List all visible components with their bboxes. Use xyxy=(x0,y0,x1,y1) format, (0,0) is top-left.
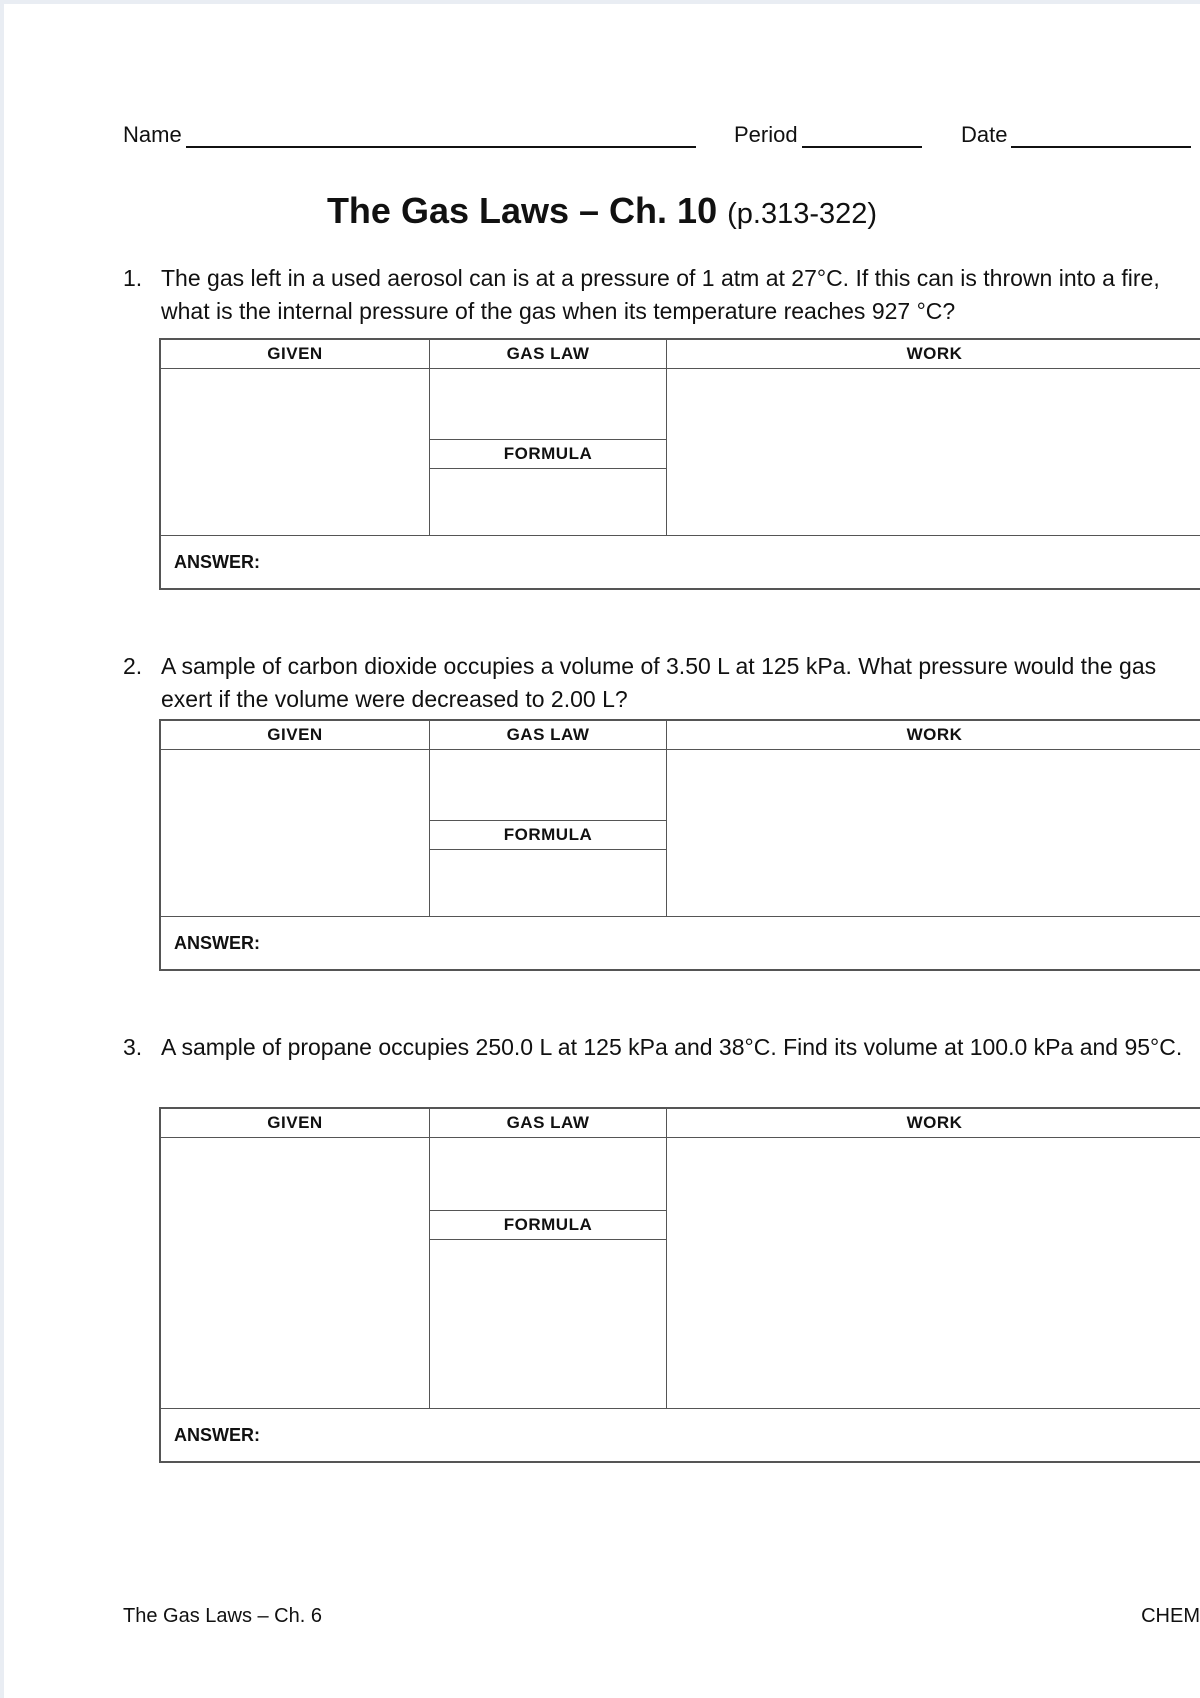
date-label: Date xyxy=(961,122,1008,147)
question-1 xyxy=(123,262,1200,328)
answer-table-2 xyxy=(159,719,1200,971)
given-header: GIVEN xyxy=(267,725,323,744)
gas-law-cell[interactable] xyxy=(430,369,667,536)
given-header: GIVEN xyxy=(267,1113,323,1132)
gas-law-cell[interactable] xyxy=(430,750,667,917)
name-field[interactable] xyxy=(123,122,696,148)
gas-law-area[interactable] xyxy=(430,750,666,820)
name-label: Name xyxy=(123,122,182,147)
formula-area[interactable] xyxy=(430,1240,666,1408)
question-text: A sample of carbon dioxide occupies a volume of 3.50 L at 125 kPa. What pressure would the gas exert if the volume were decreased to 2.00 L? xyxy=(161,653,1157,712)
answer-label: ANSWER: xyxy=(174,551,260,572)
work-cell[interactable] xyxy=(667,750,1200,917)
gas-law-area[interactable] xyxy=(430,1138,666,1210)
formula-area[interactable] xyxy=(430,469,666,535)
work-header: WORK xyxy=(906,1113,963,1132)
question-3 xyxy=(123,1031,1200,1064)
question-number: 3. xyxy=(123,1034,143,1060)
period-field[interactable] xyxy=(734,122,922,148)
period-label: Period xyxy=(734,122,798,147)
date-line[interactable] xyxy=(1011,126,1191,148)
question-text: A sample of propane occupies 250.0 L at 125 kPa and 38°C. Find its volume at 100.0 kPa and 95°C. xyxy=(161,1034,1183,1060)
gas-law-cell[interactable] xyxy=(430,1138,667,1409)
question-2 xyxy=(123,650,1200,716)
formula-header: FORMULA xyxy=(430,1210,666,1240)
question-number: 1. xyxy=(123,265,143,291)
answer-label: ANSWER: xyxy=(174,932,260,953)
question-number: 2. xyxy=(123,653,143,679)
answer-row[interactable] xyxy=(160,917,1200,971)
gas-law-header: GAS LAW xyxy=(506,344,590,363)
period-line[interactable] xyxy=(802,126,922,148)
date-field[interactable] xyxy=(961,122,1191,148)
question-text: The gas left in a used aerosol can is at a pressure of 1 atm at 27°C. If this can is thrown into a fire, what is the internal pressure of the gas when its temperature reaches 927 °C? xyxy=(161,265,1160,324)
work-cell[interactable] xyxy=(667,1138,1200,1409)
name-line[interactable] xyxy=(186,126,696,148)
work-header: WORK xyxy=(906,344,963,363)
gas-law-area[interactable] xyxy=(430,369,666,439)
given-cell[interactable] xyxy=(160,1138,430,1409)
work-cell[interactable] xyxy=(667,369,1200,536)
gas-law-header: GAS LAW xyxy=(506,1113,590,1132)
answer-label: ANSWER: xyxy=(174,1424,260,1445)
title-main: The Gas Laws – Ch. 10 xyxy=(326,190,718,231)
footer-right: CHEM xyxy=(1141,1605,1200,1627)
formula-header: FORMULA xyxy=(430,439,666,469)
answer-row[interactable] xyxy=(160,1409,1200,1463)
worksheet-page xyxy=(4,4,1200,1698)
given-cell[interactable] xyxy=(160,369,430,536)
title-pages: (p.313-322) xyxy=(727,198,878,230)
work-header: WORK xyxy=(906,725,963,744)
footer-left: The Gas Laws – Ch. 6 xyxy=(123,1605,322,1627)
gas-law-header: GAS LAW xyxy=(506,725,590,744)
page-title xyxy=(4,190,1200,232)
given-header: GIVEN xyxy=(267,344,323,363)
answer-table-1 xyxy=(159,338,1200,590)
student-info-row xyxy=(123,122,1200,150)
answer-row[interactable] xyxy=(160,536,1200,590)
formula-area[interactable] xyxy=(430,850,666,916)
answer-table-3 xyxy=(159,1107,1200,1463)
formula-header: FORMULA xyxy=(430,820,666,850)
given-cell[interactable] xyxy=(160,750,430,917)
